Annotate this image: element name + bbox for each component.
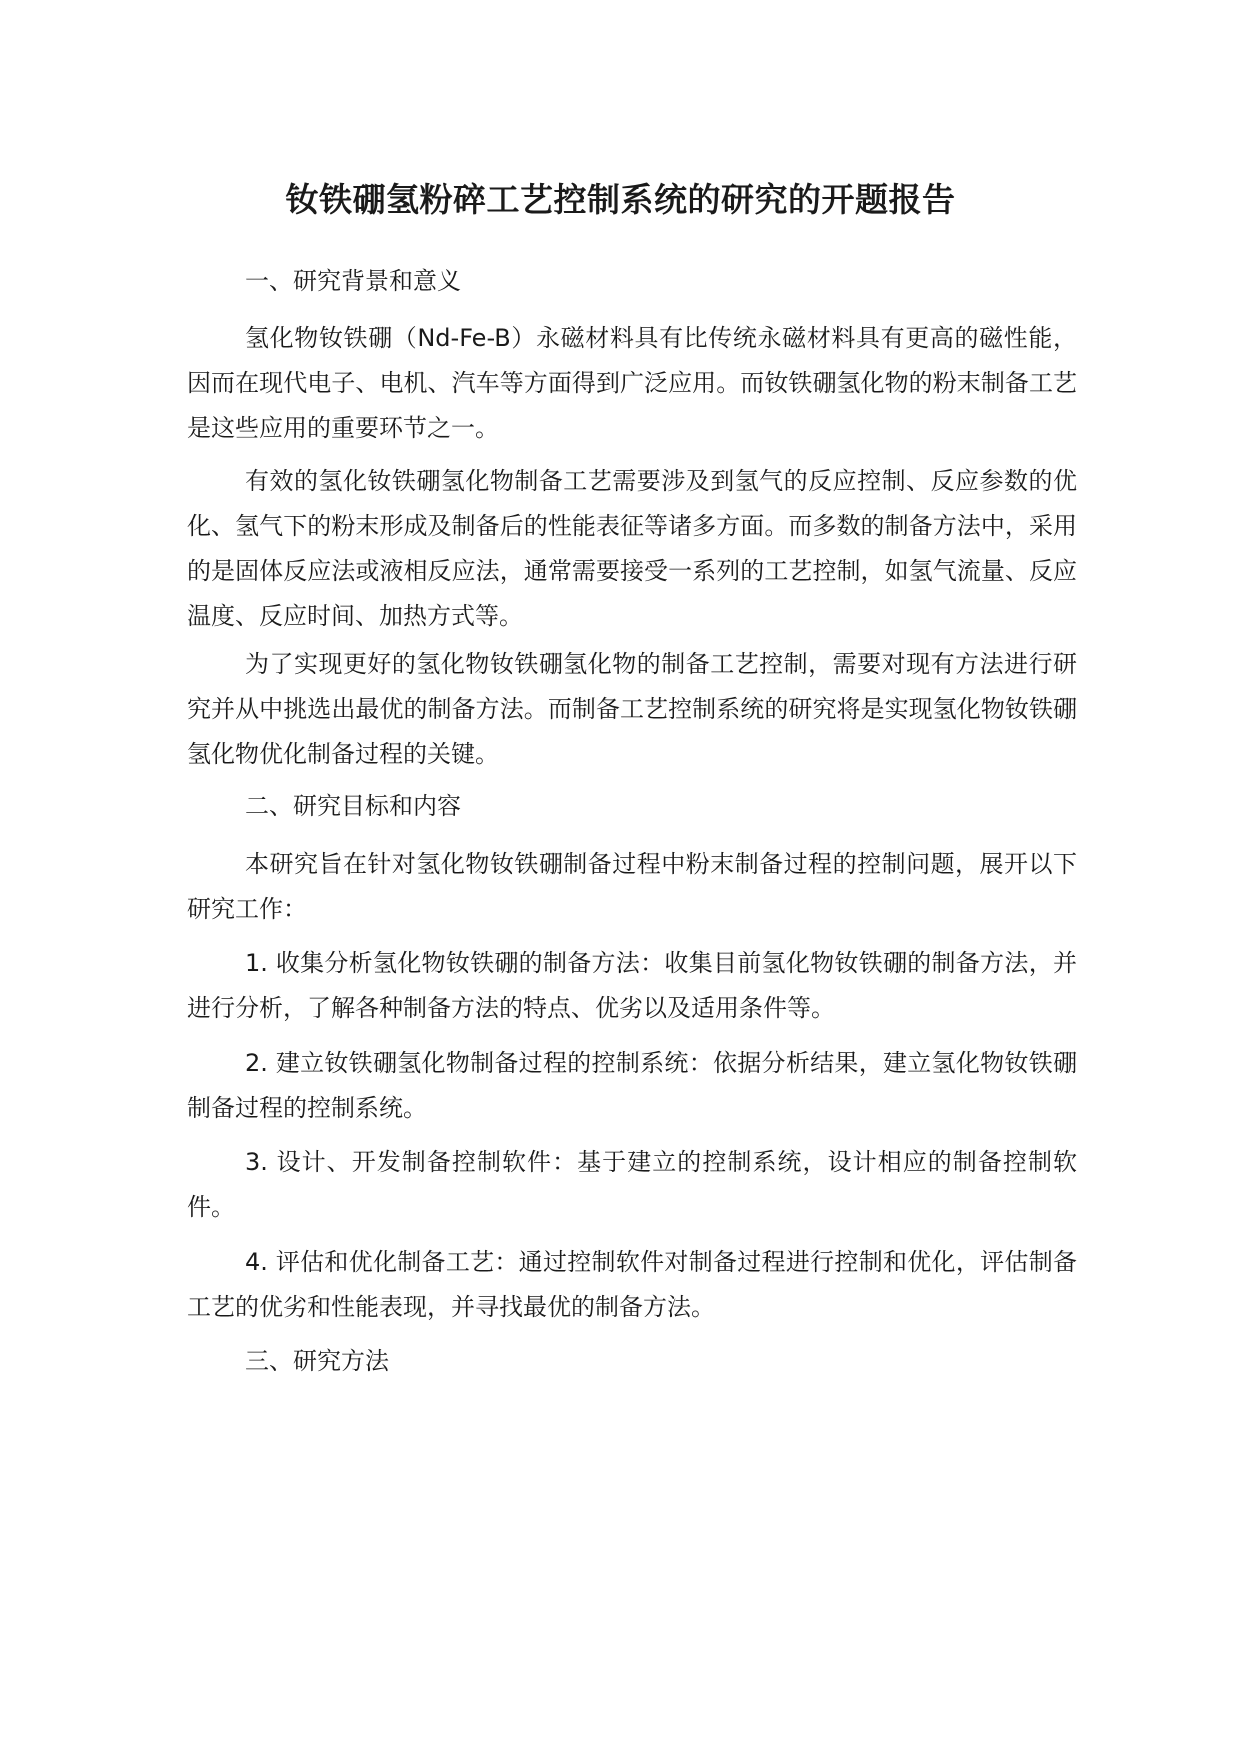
paragraph-background-1: 氢化物钕铁硼（Nd-Fe-B）永磁材料具有比传统永磁材料具有更高的磁性能，因而在现代电子、电机、汽车等方面得到广泛应用。而钕铁硼氢化物的粉末制备工艺是这些应用的重要环节之一。 xyxy=(187,324,1077,442)
list-item-goal-4: 4. 评估和优化制备工艺：通过控制软件对制备过程进行控制和优化，评估制备工艺的优劣和性能表现，并寻找最优的制备方法。 xyxy=(187,1248,1077,1321)
section-heading-goals: 二、研究目标和内容 xyxy=(245,792,461,820)
document-title: 钕铁硼氢粉碎工艺控制系统的研究的开题报告 xyxy=(285,180,956,219)
paragraph-background-3: 为了实现更好的氢化物钕铁硼氢化物的制备工艺控制，需要对现有方法进行研究并从中挑选出最优的制备方法。而制备工艺控制系统的研究将是实现氢化物钕铁硼氢化物优化制备过程的关键。 xyxy=(187,650,1077,768)
section-heading-background: 一、研究背景和意义 xyxy=(245,267,461,295)
section-heading-methods: 三、研究方法 xyxy=(245,1347,389,1375)
list-item-goal-1: 1. 收集分析氢化物钕铁硼的制备方法：收集目前氢化物钕铁硼的制备方法，并进行分析，了解各种制备方法的特点、优劣以及适用条件等。 xyxy=(187,949,1077,1022)
paragraph-goals-intro: 本研究旨在针对氢化物钕铁硼制备过程中粉末制备过程的控制问题，展开以下研究工作： xyxy=(187,850,1077,923)
list-item-goal-3: 3. 设计、开发制备控制软件：基于建立的控制系统，设计相应的制备控制软件。 xyxy=(187,1148,1077,1221)
list-item-goal-2: 2. 建立钕铁硼氢化物制备过程的控制系统：依据分析结果，建立氢化物钕铁硼制备过程的控制系统。 xyxy=(187,1049,1077,1122)
paragraph-background-2: 有效的氢化钕铁硼氢化物制备工艺需要涉及到氢气的反应控制、反应参数的优化、氢气下的粉末形成及制备后的性能表征等诸多方面。而多数的制备方法中，采用的是固体反应法或液相反应法，通常需要接受一系列的工艺控制，如氢气流量、反应温度、反应时间、加热方式等。 xyxy=(187,467,1077,630)
